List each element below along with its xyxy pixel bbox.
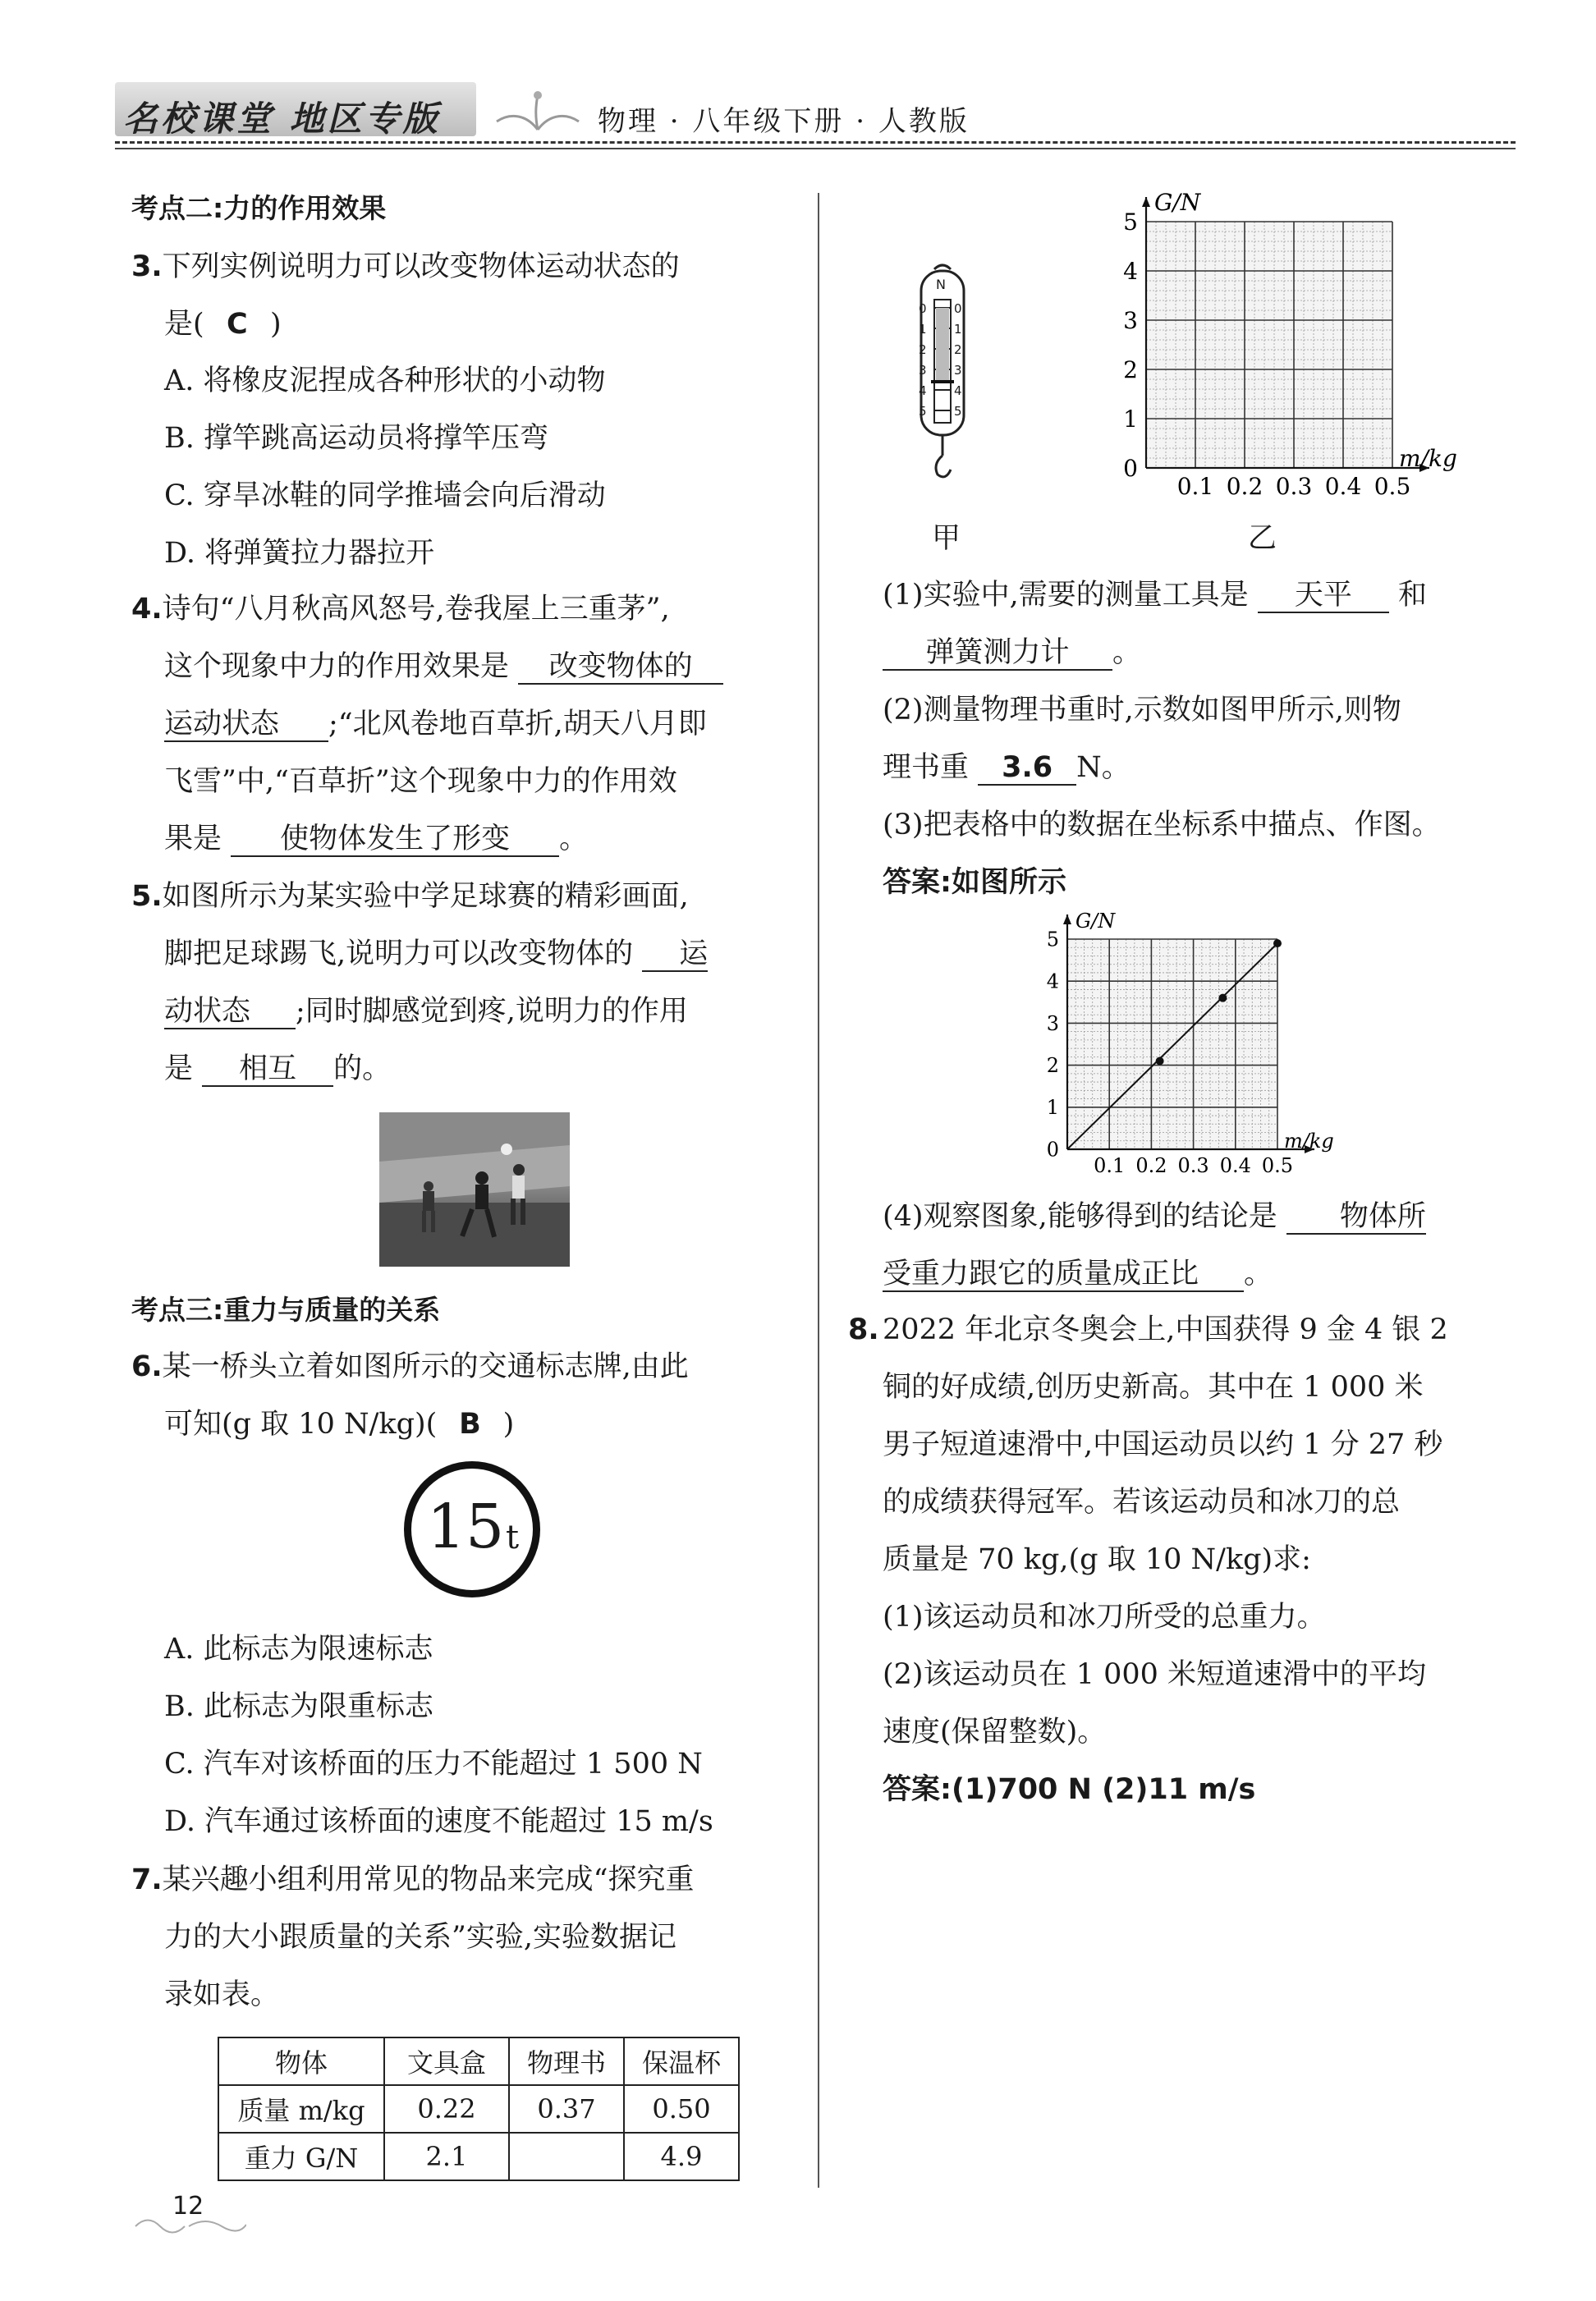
q7-sub4-blank-a: 物体所 [1286,1200,1426,1235]
q7-sub4-text: (4)观察图象,能够得到的结论是 [883,1200,1277,1233]
scale-tick-label: 4 [954,383,962,398]
chart-y-tick-label: 4 [1123,257,1138,285]
table-cell: 重力 G/N [218,2133,384,2180]
q8-number [848,1312,879,1348]
q4-stem-2: 这个现象中力的作用效果是 [164,650,510,683]
footer-ornament-icon [131,2210,246,2238]
table-row [218,2133,739,2180]
data-table [218,2037,740,2181]
chart-x-tick-label: 0.3 [1177,1154,1209,1177]
q6-option-a: A. 此标志为限速标志 [164,1633,433,1666]
q3-line2 [164,306,282,342]
q7-sub1-end: 。 [1112,636,1142,669]
q4-line5 [164,821,588,857]
scale-tick-label: 0 [919,301,927,316]
table-header: 物理书 [509,2037,624,2085]
table-header-row [218,2037,739,2085]
chart-x-tick-label: 0.1 [1176,473,1214,500]
q7-stem-1: 某兴趣小组利用常见的物品来完成“探究重 [162,1863,695,1896]
q3-line1 [131,249,680,285]
column-divider [818,193,819,2188]
q8-line: 速度(保留整数)。 [883,1716,1107,1749]
q3-option-c: C. 穿旱冰鞋的同学推墙会向后滑动 [164,479,606,512]
q5-blank-1b: 动状态 [164,995,296,1029]
chart-y-axis-arrow [1142,197,1150,207]
table-cell: 0.22 [384,2085,509,2133]
chart-x-axis-label: m/kg [1284,1130,1334,1153]
chart-y-tick-label: 5 [1046,928,1059,951]
table-cell: 质量 m/kg [218,2085,384,2133]
figure-label-yi: 乙 [1248,522,1277,555]
q3-option-d: D. 将弹簧拉力器拉开 [164,537,435,570]
chart-y-tick-label: 4 [1046,969,1059,993]
chart-data-point [1156,1057,1164,1065]
scale-tick-label: 1 [919,322,927,337]
q5-stem-4: 是 [164,1052,194,1085]
chart-y-tick-label: 0 [1046,1138,1059,1162]
chart-x-tick-label: 0.4 [1324,473,1362,500]
q5-stem-3: ;同时脚感觉到疼,说明力的作用 [296,995,688,1028]
q4-blank-1b: 运动状态 [164,708,328,742]
chart-y-axis-arrow [1063,914,1071,924]
chart-x-tick-label: 0.3 [1275,473,1313,500]
q6-line1 [131,1349,689,1385]
q4-stem-1: 诗句“八月秋高风怒号,卷我屋上三重茅”, [162,593,670,626]
q7-sub4-end: 。 [1244,1258,1273,1290]
q6-number: 6. [131,1350,163,1383]
q6-answer: B [459,1408,481,1441]
chart-answer [1033,911,1361,1189]
q7-sub1-blank2: 弹簧测力计 [883,636,1112,671]
header-dashed-rule [115,141,1516,144]
q5-line4 [164,1051,391,1087]
scale-tick-label: 4 [919,383,927,398]
q7-sub2-line1: (2)测量物理书重时,示数如图甲所示,则物 [883,694,1401,727]
q7-sub4-blank-b: 受重力跟它的质量成正比 [883,1258,1244,1292]
header-solid-rule [115,148,1516,149]
q5-line1 [131,878,689,914]
q7-sub1-line2 [883,635,1141,671]
chart-y-tick-label: 2 [1046,1054,1059,1077]
q8-line: 的成绩获得冠军。若该运动员和冰刀的总 [883,1486,1401,1519]
scale-tick-label: 5 [954,404,962,419]
q5-line2 [164,936,708,972]
q4-number: 4. [131,593,163,626]
scale-tick-label: 2 [919,342,927,357]
q4-stem-5: 果是 [164,823,222,855]
q7-sub1-mid: 和 [1398,579,1428,612]
q4-blank-2: 使物体发生了形变 [231,823,559,857]
scale-tick-label: 5 [919,404,927,419]
chart-x-axis-label: m/kg [1399,445,1457,472]
scale-tick-label: 2 [954,342,962,357]
header-ornament-icon [493,89,583,141]
q7-line3: 录如表。 [164,1978,280,2011]
chart-yi [1107,189,1484,512]
q4-blank-1a: 改变物体的 [518,650,723,685]
table-cell: 0.50 [624,2085,739,2133]
q5-line3 [164,993,688,1029]
q8-line: (2)该运动员在 1 000 米短道速滑中的平均 [883,1658,1427,1691]
chart-answer-svg [1033,911,1361,1186]
q5-stem-2: 脚把足球踢飞,说明力可以改变物体的 [164,937,634,970]
q4-line1 [131,591,670,627]
scale-tick-label: 3 [954,363,962,378]
q8-line: 2022 年北京冬奥会上,中国获得 9 金 4 银 2 [883,1313,1448,1346]
q3-stem-2: 是( [164,308,204,341]
page-number: 12 [172,2192,204,2221]
header-brand: 名校课堂 地区专版 [123,99,441,139]
table-cell: 0.37 [509,2085,624,2133]
section-2-title: 考点二:力的作用效果 [131,192,387,224]
q7-sub4-line1 [883,1199,1426,1235]
q7-sub1-text: (1)实验中,需要的测量工具是 [883,579,1249,612]
chart-x-tick-label: 0.5 [1261,1154,1294,1177]
scale-tick-label: 3 [919,363,927,378]
chart-yi-svg [1107,189,1484,509]
q3-stem-2-end: ) [269,308,282,341]
scale-tick-label: 1 [954,322,962,337]
q4-line2 [164,649,723,685]
q6-stem-2-end: ) [502,1408,515,1441]
table-cell [509,2133,624,2180]
table-cell: 2.1 [384,2133,509,2180]
football-photo [379,1112,570,1267]
q3-option-b: B. 撑竿跳高运动员将撑竿压弯 [164,422,548,455]
chart-y-tick-label: 2 [1123,355,1138,383]
q6-option-b: B. 此标志为限重标志 [164,1690,433,1723]
q7-sub2-end: N。 [1076,751,1130,784]
chart-x-tick-label: 0.2 [1135,1154,1167,1177]
chart-plot-area [1146,222,1392,468]
chart-y-tick-label: 5 [1123,208,1138,236]
q5-stem-1: 如图所示为某实验中学足球赛的精彩画面, [162,880,689,913]
chart-x-tick-label: 0.4 [1219,1154,1251,1177]
q4-stem-3: ;“北风卷地百草折,胡天八月即 [328,708,707,740]
chart-y-axis-label: G/N [1075,911,1116,933]
q5-number: 5. [131,880,163,913]
q7-sub1-line1 [883,577,1427,613]
chart-x-tick-label: 0.1 [1094,1154,1126,1177]
q7-line2: 力的大小跟质量的关系”实验,实验数据记 [164,1921,677,1954]
q8-line: (1)该运动员和冰刀所受的总重力。 [883,1601,1326,1634]
q3-stem-1: 下列实例说明力可以改变物体运动状态的 [162,250,680,283]
q4-stem-5-end: 。 [559,823,589,855]
q3-number: 3. [131,250,163,283]
q3-answer: C [226,308,248,341]
spring-scale-ticks-left [919,299,927,422]
spring-scale-ticks-right [954,299,962,422]
chart-data-point [1273,939,1282,947]
table-header: 保温杯 [624,2037,739,2085]
q8-line: 男子短道速滑中,中国运动员以约 1 分 27 秒 [883,1428,1443,1461]
q4-line3 [164,706,707,742]
chart-y-axis-label: G/N [1154,189,1201,216]
spring-scale-unit: N [936,277,946,292]
q6-option-c: C. 汽车对该桥面的压力不能超过 1 500 N [164,1748,703,1781]
q6-line2 [164,1406,514,1442]
chart-y-tick-label: 3 [1123,306,1138,334]
chart-x-tick-label: 0.2 [1226,473,1264,500]
table-row [218,2085,739,2133]
q5-blank-2: 相互 [202,1052,333,1087]
chart-y-tick-label: 1 [1046,1096,1059,1120]
chart-y-tick-label: 0 [1123,454,1138,482]
q7-sub3-text: (3)把表格中的数据在坐标系中描点、作图。 [883,809,1441,841]
q8-answer: 答案:(1)700 N (2)11 m/s [883,1773,1256,1806]
q7-number: 7. [131,1863,163,1896]
data-table-wrap [218,2037,740,2181]
q8-line: 质量是 70 kg,(g 取 10 N/kg)求: [883,1543,1311,1576]
q7-sub3-answer: 答案:如图所示 [883,866,1066,899]
figure-label-jia: 甲 [932,522,961,555]
chart-y-tick-label: 3 [1046,1011,1059,1035]
q7-sub2-line2 [883,749,1130,786]
table-header: 文具盒 [384,2037,509,2085]
q6-stem-1: 某一桥头立着如图所示的交通标志牌,由此 [162,1350,689,1383]
q7-sub2-blank: 3.6 [978,751,1076,786]
q4-line4: 飞雪”中,“百草折”这个现象中力的作用效 [164,765,677,798]
scale-tick-label: 0 [954,301,962,316]
q6-stem-2: 可知(g 取 10 N/kg)( [164,1408,438,1441]
q6-option-d: D. 汽车通过该桥面的速度不能超过 15 m/s [164,1805,713,1838]
table-cell: 4.9 [624,2133,739,2180]
q7-line1 [131,1862,695,1898]
q8-line: 铜的好成绩,创历史新高。其中在 1 000 米 [883,1371,1424,1404]
q7-sub2-text: 理书重 [883,751,970,784]
traffic-sign-number: 15 [427,1492,505,1562]
q8-num: 8. [848,1313,879,1346]
q7-sub1-blank1: 天平 [1258,579,1389,613]
table-header: 物体 [218,2037,384,2085]
chart-x-tick-label: 0.5 [1374,473,1411,500]
traffic-sign-unit: t [506,1519,520,1556]
q5-stem-4-end: 的。 [333,1052,392,1085]
section-3-title: 考点三:重力与质量的关系 [131,1294,441,1326]
q3-option-a: A. 将橡皮泥捏成各种形状的小动物 [164,364,606,397]
header-subject: 物理 · 八年级下册 · 人教版 [598,105,970,138]
q7-sub4-line2 [883,1256,1273,1292]
chart-data-point [1218,994,1227,1002]
chart-y-tick-label: 1 [1123,405,1138,433]
q5-blank-1a: 运 [642,937,708,972]
